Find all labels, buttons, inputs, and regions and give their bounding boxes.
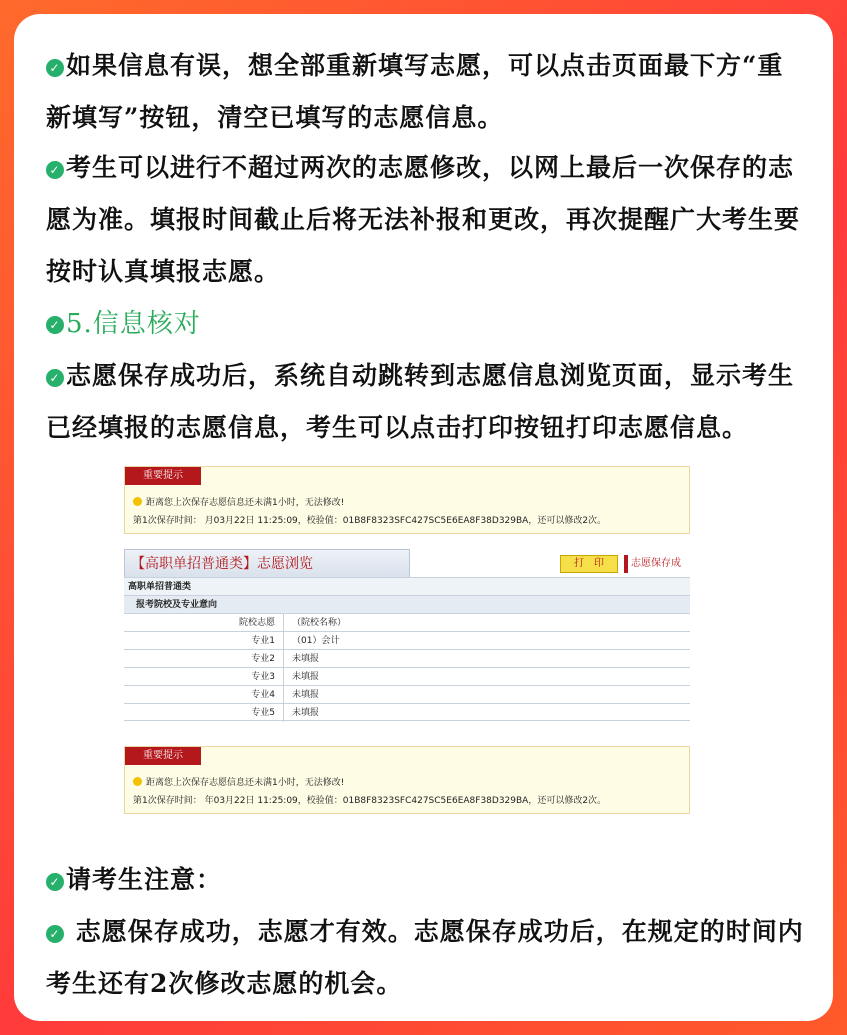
table-row: 专业2 未填报 <box>124 649 690 667</box>
browse-title: 【高职单招普通类】志愿浏览 <box>124 549 410 577</box>
paragraph-refill: ✓ 如果信息有误，想全部重新填写志愿，可以点击页面最下方“重新填写”按钮，清空已填写的志愿信息。 <box>46 51 784 132</box>
notice-message: 距离您上次保存志愿信息还未满1小时，无法修改! <box>133 495 344 508</box>
category-row: 高职单招普通类 <box>124 577 690 595</box>
check-circle-icon: ✓ <box>46 873 64 891</box>
paragraph-save-valid: ✓ 志愿保存成功，志愿才有效。志愿保存成功后，在规定的时间内考生还有2次修改志愿的机会。 <box>46 917 804 998</box>
section-row: 报考院校及专业意向 <box>124 595 690 613</box>
notice-save-info: 第1次保存时间： 月03月22日 11:25:09，校验值：01B8F8323SFC427SC5E6EA8F38D329BA，还可以修改2次。 <box>133 516 607 526</box>
table-row: 院校志愿 （院校名称） <box>124 613 690 631</box>
notice-tab: 重要提示 <box>125 467 201 485</box>
table-row: 专业3 未填报 <box>124 667 690 685</box>
notice-tab: 重要提示 <box>125 747 201 765</box>
content-card <box>14 14 833 1021</box>
notice-panel-top <box>124 466 690 534</box>
table-row: 专业1 （01）会计 <box>124 631 690 649</box>
paragraph-modify-limit: ✓ 考生可以进行不超过两次的志愿修改，以网上最后一次保存的志愿为准。填报时间截止后将无法补报和更改，再次提醒广大考生要按时认真填报志愿。 <box>46 153 801 286</box>
lightbulb-icon <box>133 777 142 786</box>
paragraph-verify: ✓ 志愿保存成功后，系统自动跳转到志愿信息浏览页面，显示考生已经填报的志愿信息，考生可以点击打印按钮打印志愿信息。 <box>46 361 795 442</box>
paragraph-notice-title: ✓ 请考生注意： <box>46 854 806 906</box>
check-circle-icon: ✓ <box>46 369 64 387</box>
saved-status-tag: 志愿保存成 <box>624 555 690 573</box>
notice-save-info: 第1次保存时间： 年03月22日 11:25:09，校验值：01B8F8323SFC427SC5E6EA8F38D329BA，还可以修改2次。 <box>133 796 607 806</box>
section-heading-verify: ✓ 5.信息核对 <box>46 298 806 350</box>
check-circle-icon: ✓ <box>46 316 64 334</box>
notice-panel-bottom <box>124 746 690 814</box>
lightbulb-icon <box>133 497 142 506</box>
notice-message: 距离您上次保存志愿信息还未满1小时，无法修改! <box>133 775 344 788</box>
check-circle-icon: ✓ <box>46 925 64 943</box>
volunteer-browse-panel <box>124 549 690 719</box>
table-row: 专业5 未填报 <box>124 703 690 721</box>
check-circle-icon: ✓ <box>46 59 64 77</box>
table-row: 专业4 未填报 <box>124 685 690 703</box>
print-button[interactable]: 打 印 <box>560 555 618 573</box>
check-circle-icon: ✓ <box>46 161 64 179</box>
